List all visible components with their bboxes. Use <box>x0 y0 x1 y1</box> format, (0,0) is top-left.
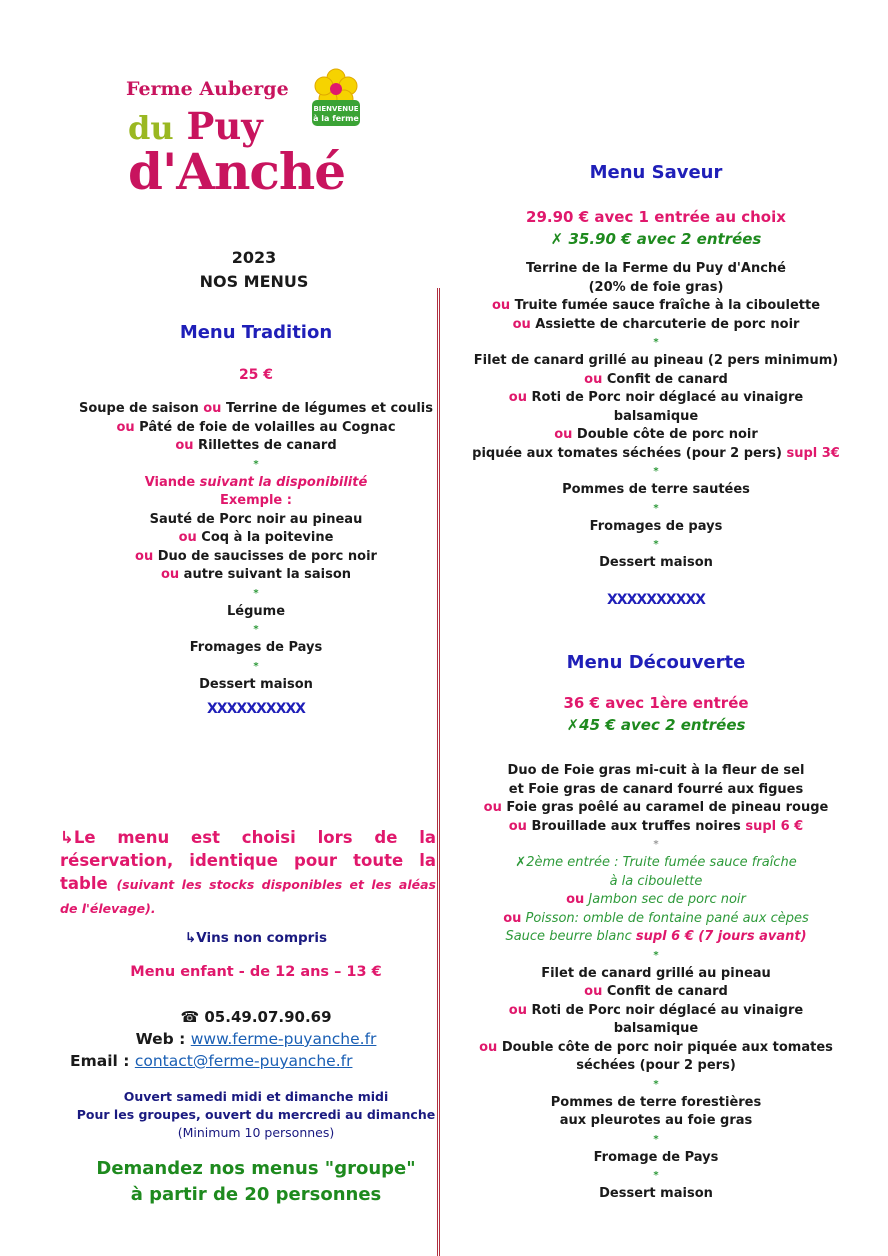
saveur-main-3: ou Roti de Porc noir déglacé au vinaigre <box>508 390 804 405</box>
decouverte-fromage: Fromage de Pays <box>593 1149 719 1165</box>
decouverte-second-5: Sauce beurre blanc supl 6 € (7 jours avant) <box>505 929 807 944</box>
saveur-fromages: Fromages de pays <box>589 518 723 534</box>
phone-icon: ☎ <box>180 1008 200 1026</box>
tradition-starter-1: Soupe de saison ou Terrine de légumes et coulis <box>78 401 434 416</box>
decouverte-price1: 36 € avec 1ère entrée <box>563 694 749 712</box>
web-link[interactable]: www.ferme-puyanche.fr <box>190 1030 377 1048</box>
saveur-price2: ✗ 35.90 € avec 2 entrées <box>550 230 762 248</box>
tradition-legume: Légume <box>226 603 286 619</box>
separator-star: * <box>653 1133 659 1145</box>
menu-tradition <box>56 320 456 718</box>
decouverte-second-2: à la ciboulette <box>609 873 703 889</box>
separator-star: * <box>653 839 659 850</box>
kids-menu: Menu enfant - de 12 ans – 13 € <box>130 964 382 980</box>
email-link[interactable]: contact@ferme-puyanche.fr <box>134 1052 353 1070</box>
decouverte-main-6: séchées (pour 2 pers) <box>576 1058 736 1073</box>
decouverte-second-1: ✗2ème entrée : Truite fumée sauce fraîche <box>515 855 797 870</box>
saveur-starter-1: Terrine de la Ferme du Puy d'Anché <box>526 261 786 276</box>
saveur-dessert: Dessert maison <box>599 555 713 570</box>
logo-du: du <box>128 109 174 147</box>
saveur-main-2: ou Confit de canard <box>584 371 728 387</box>
decouverte-second-4: ou Poisson: omble de fontaine pané aux cèpes <box>503 910 809 926</box>
arrow-icon: ↳ <box>184 930 197 946</box>
saveur-price1: 29.90 € avec 1 entrée au choix <box>526 208 786 226</box>
tradition-main-1: Sauté de Porc noir au pineau <box>149 511 363 527</box>
menu-saveur <box>446 160 866 609</box>
logo-line1: Ferme Auberge <box>126 78 289 100</box>
tradition-viande: Viande suivant la disponibilité <box>144 474 368 490</box>
decouverte-starter-4: ou Brouillade aux truffes noires supl 6 € <box>508 818 804 834</box>
separator-star: * <box>653 502 659 514</box>
menu-choice-note: ↳Le menu est choisi lors de la réservation, identique pour toute la table (suivant les stocks disponibles et les aléas de l'élevage). <box>60 828 436 916</box>
tradition-starter-3: ou Rillettes de canard <box>175 438 337 453</box>
tradition-main-3: ou Duo de saucisses de porc noir <box>135 548 377 564</box>
badge-text1: BIENVENUE <box>313 105 359 113</box>
decouverte-price2: ✗45 € avec 2 entrées <box>566 716 746 734</box>
decouverte-dessert: Dessert maison <box>599 1186 713 1201</box>
decouverte-main-2: ou Confit de canard <box>584 984 728 999</box>
opening-hours: Ouvert samedi midi et dimanche midi Pour les groupes, ouvert du mercredi au dimanche (Minimum 10 personnes) <box>76 1089 436 1140</box>
leaf-icon: ✗ <box>515 855 527 870</box>
saveur-title: Menu Saveur <box>589 162 723 183</box>
separator-star: * <box>653 949 659 961</box>
group-menus: Demandez nos menus "groupe" à partir de 20 personnes <box>96 1158 416 1205</box>
saveur-separator: XXXXXXXXXX <box>607 591 705 608</box>
tradition-main-4: ou autre suivant la saison <box>160 567 352 582</box>
separator-star: * <box>653 466 659 477</box>
tradition-starter-2: ou Pâté de foie de volailles au Cognac <box>116 419 396 435</box>
decouverte-pommes-1: Pommes de terre forestières <box>550 1094 762 1110</box>
logo-line3: d'Anché <box>128 142 346 201</box>
tradition-fromages: Fromages de Pays <box>189 640 323 655</box>
leaf-icon: ✗ <box>566 716 580 734</box>
separator-star: * <box>653 539 659 550</box>
decouverte-second-3: ou Jambon sec de porc noir <box>566 892 746 907</box>
separator-star: * <box>253 458 259 470</box>
saveur-starter-4: ou Assiette de charcuterie de porc noir <box>512 316 800 332</box>
saveur-starter-3: ou Truite fumée sauce fraîche à la ciboulette <box>491 298 821 313</box>
menu-decouverte <box>446 650 866 1204</box>
header <box>154 246 354 294</box>
saveur-main-6: piquée aux tomates séchées (pour 2 pers) supl 3€ <box>472 445 840 461</box>
arrow-icon: ↳ <box>60 828 74 847</box>
badge-text2: à la ferme <box>313 114 359 123</box>
decouverte-main-1: Filet de canard grillé au pineau <box>541 965 771 981</box>
phone: ☎ 05.49.07.90.69 <box>180 1008 332 1026</box>
separator-star: * <box>253 624 259 635</box>
email: Email : contact@ferme-puyanche.fr <box>70 1052 353 1070</box>
decouverte-title: Menu Découverte <box>566 652 746 673</box>
separator-star: * <box>253 660 259 672</box>
decouverte-starter-3: ou Foie gras poêlé au caramel de pineau rouge <box>483 800 829 815</box>
tradition-dessert: Dessert maison <box>199 676 313 692</box>
decouverte-starter-1: Duo de Foie gras mi-cuit à la fleur de sel <box>507 763 805 778</box>
wines-note: ↳Vins non compris <box>184 930 328 946</box>
saveur-main-4: balsamique <box>613 408 699 424</box>
separator-star: * <box>653 337 659 348</box>
saveur-pommes: Pommes de terre sautées <box>562 482 750 497</box>
bienvenue-ferme-logo <box>308 66 364 130</box>
decouverte-pommes-2: aux pleurotes au foie gras <box>559 1113 753 1128</box>
decouverte-starter-2: et Foie gras de canard fourré aux figues <box>508 781 804 797</box>
saveur-main-5: ou Double côte de porc noir <box>554 427 758 442</box>
leaf-icon: ✗ <box>550 230 564 248</box>
logo-puy: Puy <box>186 104 263 148</box>
year: 2023 <box>231 248 277 267</box>
decouverte-main-5: ou Double côte de porc noir piquée aux tomates <box>479 1039 833 1055</box>
tradition-price: 25 € <box>238 367 274 383</box>
separator-star: * <box>653 1170 659 1181</box>
saveur-main-1: Filet de canard grillé au pineau (2 pers minimum) <box>473 353 839 368</box>
saveur-starter-2: (20% de foie gras) <box>588 279 724 295</box>
decouverte-main-4: balsamique <box>613 1021 699 1036</box>
separator-star: * <box>653 1078 659 1090</box>
tradition-main-2: ou Coq à la poitevine <box>178 530 334 545</box>
tradition-title: Menu Tradition <box>179 322 333 343</box>
tradition-separator: XXXXXXXXXX <box>207 701 305 717</box>
page-title: NOS MENUS <box>199 272 309 291</box>
web: Web : www.ferme-puyanche.fr <box>135 1030 377 1048</box>
separator-star: * <box>253 587 259 599</box>
tradition-exemple: Exemple : <box>220 493 292 508</box>
decouverte-main-3: ou Roti de Porc noir déglacé au vinaigre <box>508 1002 804 1018</box>
